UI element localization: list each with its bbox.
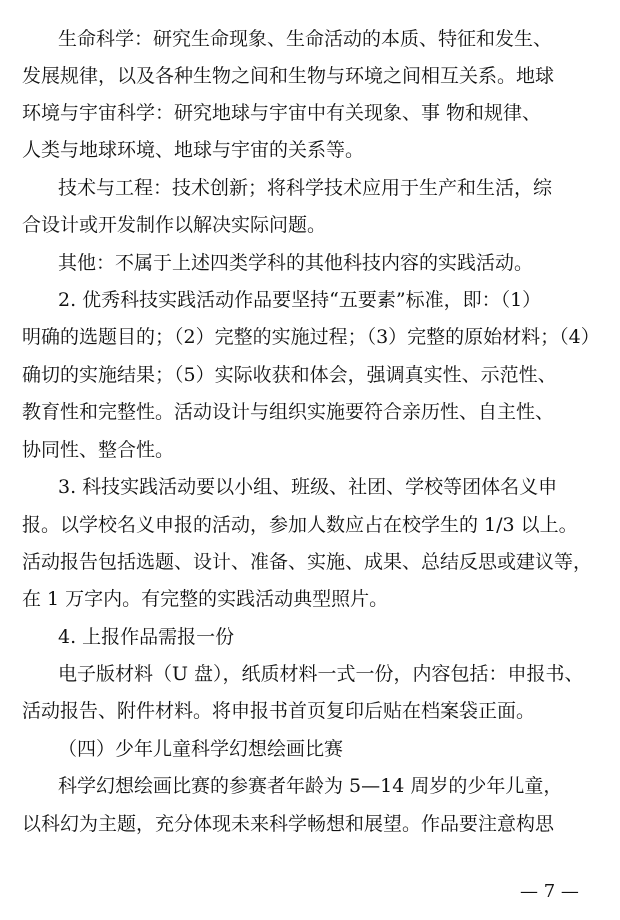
text-line: 以科幻为主题，充分体现未来科学畅想和展望。作品要注意构思 — [22, 813, 555, 835]
text-line: 确切的实施结果；（5）实际收获和体会，强调真实性、示范性、 — [22, 364, 557, 386]
text-line: 活动报告包括选题、设计、准备、实施、成果、总结反思或建议等， — [22, 551, 593, 573]
text-line: 合设计或开发制作以解决实际问题。 — [22, 214, 327, 236]
text-line: 4. 上报作品需报一份 — [58, 626, 235, 648]
text-line: 在 1 万字内。有完整的实践活动典型照片。 — [22, 588, 389, 610]
text-line: 3. 科技实践活动要以小组、班级、社团、学校等团体名义申 — [58, 476, 558, 498]
text-line: 生命科学：研究生命现象、生命活动的本质、特征和发生、 — [58, 28, 553, 50]
text-line: 发展规律，以及各种生物之间和生物与环境之间相互关系。地球 — [22, 65, 555, 87]
text-line: 其他：不属于上述四类学科的其他科技内容的实践活动。 — [58, 252, 534, 274]
text-line: 人类与地球环境、地球与宇宙的关系等。 — [22, 139, 365, 161]
text-line: 明确的选题目的；（2）完整的实施过程；（3）完整的原始材料；（4） — [22, 326, 600, 348]
text-line: 科学幻想绘画比赛的参赛者年龄为 5—14 周岁的少年儿童， — [58, 775, 563, 797]
text-line: 技术与工程：技术创新；将科学技术应用于生产和生活，综 — [58, 177, 553, 199]
page-number: — 7 — — [520, 881, 579, 902]
text-line: 活动报告、附件材料。将申报书首页复印后贴在档案袋正面。 — [22, 700, 536, 722]
text-line: 协同性、整合性。 — [22, 439, 175, 461]
text-line: 电子版材料（U 盘），纸质材料一式一份，内容包括：申报书、 — [58, 663, 584, 685]
text-line: 教育性和完整性。活动设计与组织实施要符合亲历性、自主性、 — [22, 401, 555, 423]
text-line: 2. 优秀科技实践活动作品要坚持“五要素”标准，即：（1） — [58, 289, 542, 311]
section-heading: （四）少年儿童科学幻想绘画比赛 — [58, 738, 344, 760]
text-line: 环境与宇宙科学：研究地球与宇宙中有关现象、事 物和规律、 — [22, 102, 542, 124]
text-line: 报。以学校名义申报的活动，参加人数应占在校学生的 1/3 以上。 — [22, 514, 578, 536]
